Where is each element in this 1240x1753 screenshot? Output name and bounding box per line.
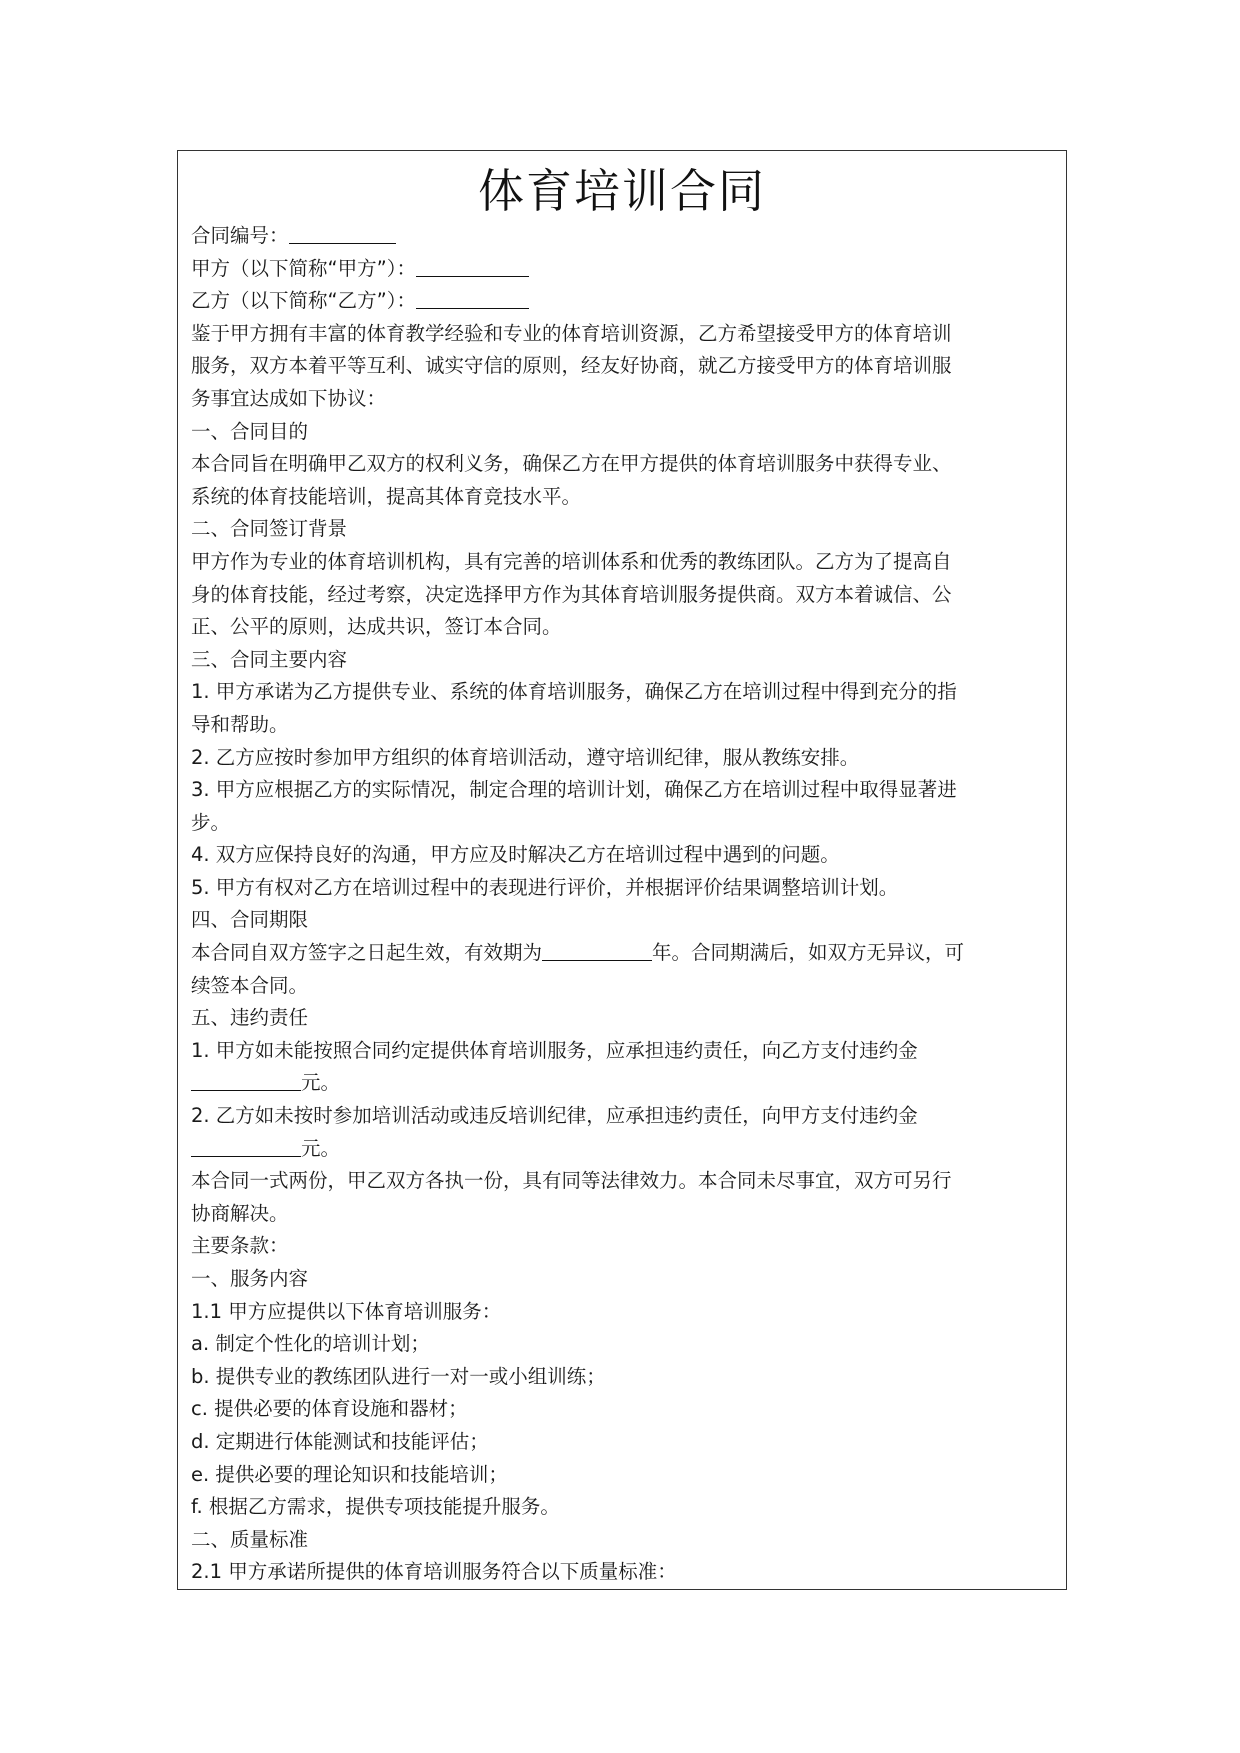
section-heading: 二、合同签订背景 [191,517,348,541]
list-item: b. 提供专业的教练团队进行一对一或小组训练； [191,1364,606,1388]
section-heading: 四、合同期限 [191,908,309,932]
paragraph-line: 系统的体育技能培训，提高其体育竞技水平。 [191,484,582,508]
section-heading: 五、违约责任 [191,1006,309,1030]
term-line [191,937,1056,970]
clause-line: 5. 甲方有权对乙方在培训过程中的表现进行评价，并根据评价结果调整培训计划。 [191,875,899,899]
clause-line: 导和帮助。 [191,712,289,736]
clause-line: 1. 甲方承诺为乙方提供专业、系统的体育培训服务，确保乙方在培训过程中得到充分的指 [191,680,957,704]
party-a-blank [416,256,529,277]
contract-frame [177,150,1067,1590]
section-heading: 二、质量标准 [191,1527,309,1551]
list-item: f. 根据乙方需求，提供专项技能提升服务。 [191,1495,560,1519]
list-item: c. 提供必要的体育设施和器材； [191,1397,468,1421]
penalty-amount-line [191,1067,1056,1100]
main-terms-heading: 主要条款： [191,1234,289,1258]
document-title: 体育培训合同 [478,164,766,218]
party-a-label: 甲方（以下简称“甲方”）： [191,256,416,280]
clause-line: 2. 乙方应按时参加甲方组织的体育培训活动，遵守培训纪律，服从教练安排。 [191,745,860,769]
section-heading: 一、合同目的 [191,419,309,443]
list-item: d. 定期进行体能测试和技能评估； [191,1429,489,1453]
term-text-after: 年。合同期满后，如双方无异议，可 [652,941,965,965]
clause-line: 3. 甲方应根据乙方的实际情况，制定合理的培训计划，确保乙方在培训过程中取得显著进 [191,778,957,802]
clause-line: 2.1 甲方承诺所提供的体育培训服务符合以下质量标准： [191,1560,677,1584]
clause-line: 1.1 甲方应提供以下体育培训服务： [191,1299,502,1323]
contract-number-line [191,220,1056,253]
paragraph-line: 身的体育技能，经过考察，决定选择甲方作为其体育培训服务提供商。双方本着诚信、公 [191,582,952,606]
penalty-amount-blank [191,1136,301,1157]
list-item: a. 制定个性化的培训计划； [191,1332,430,1356]
penalty-amount-blank [191,1070,301,1091]
party-b-blank [416,288,529,309]
term-years-blank [542,940,652,961]
section-heading: 一、服务内容 [191,1267,309,1290]
currency-unit: 元。 [301,1136,341,1160]
intro-line: 鉴于甲方拥有丰富的体育教学经验和专业的体育培训资源，乙方希望接受甲方的体育培训 [191,321,952,345]
paragraph-line: 续签本合同。 [191,973,309,997]
paragraph-line: 甲方作为专业的体育培训机构，具有完善的培训体系和优秀的教练团队。乙方为了提高自 [191,549,952,573]
contract-number-label: 合同编号： [191,224,289,247]
list-item: e. 提供必要的理论知识和技能培训； [191,1462,508,1486]
penalty-amount-line [191,1133,1056,1166]
intro-line: 务事宜达成如下协议： [191,386,387,410]
clause-line: 1. 甲方如未能按照合同约定提供体育培训服务，应承担违约责任，向乙方支付违约金 [191,1038,918,1062]
party-b-line [191,285,1056,318]
term-text-before: 本合同自双方签字之日起生效，有效期为 [191,941,543,965]
clause-line: 4. 双方应保持良好的沟通，甲方应及时解决乙方在培训过程中遇到的问题。 [191,843,840,867]
paragraph-line: 本合同旨在明确甲乙双方的权利义务，确保乙方在甲方提供的体育培训服务中获得专业、 [191,452,952,476]
paragraph-line: 正、公平的原则，达成共识，签订本合同。 [191,615,562,639]
currency-unit: 元。 [301,1071,341,1095]
paragraph-line: 本合同一式两份，甲乙双方各执一份，具有同等法律效力。本合同未尽事宜，双方可另行 [191,1169,952,1193]
party-a-line [191,253,1056,286]
clause-line: 2. 乙方如未按时参加培训活动或违反培训纪律，应承担违约责任，向甲方支付违约金 [191,1104,918,1128]
paragraph-line: 协商解决。 [191,1201,289,1225]
contract-body [191,220,1056,1589]
clause-line: 步。 [191,810,231,834]
contract-number-blank [289,223,396,244]
intro-line: 服务，双方本着平等互利、诚实守信的原则，经友好协商，就乙方接受甲方的体育培训服 [191,354,952,378]
party-b-label: 乙方（以下简称“乙方”）： [191,289,416,313]
section-heading: 三、合同主要内容 [191,647,348,671]
